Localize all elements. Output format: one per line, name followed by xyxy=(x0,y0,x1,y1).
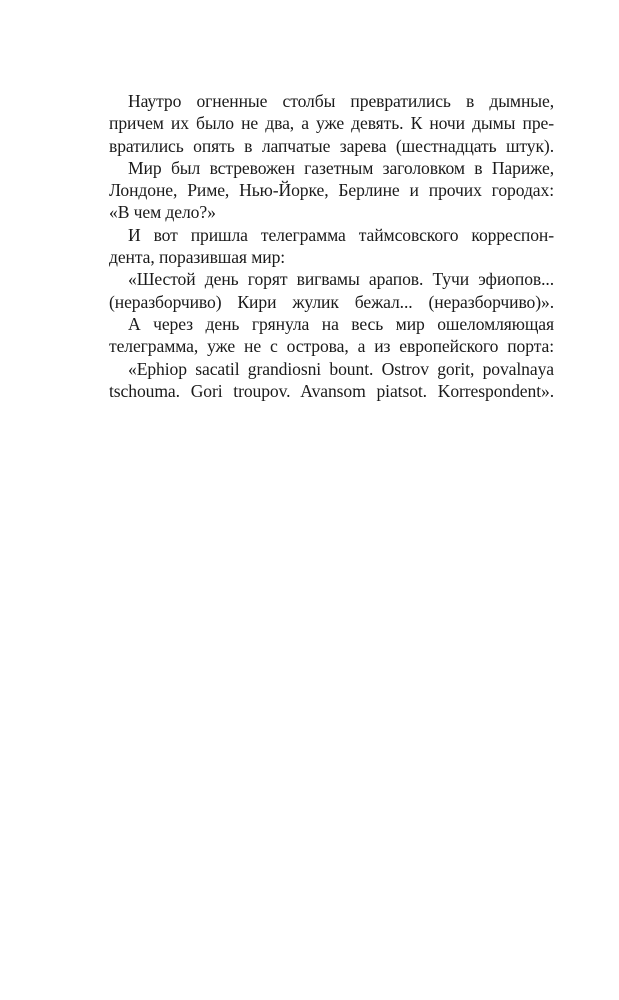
text-line: «В чем дело?» xyxy=(109,202,216,223)
text-line: «Ephiop sacatil grandiosni bount. Ostrov gorit, povalnaya xyxy=(128,358,554,379)
text-line: причем их было не два, а уже девять. К ночи дымы пре- xyxy=(109,113,554,134)
text-line: Наутро огненные столбы превратились в дымные, xyxy=(128,91,554,111)
text-line: телеграмма, уже не с острова, а из европейского порта: xyxy=(109,336,554,357)
text-line: дента, поразившая мир: xyxy=(109,247,286,268)
text-line: И вот пришла телеграмма таймсовского корреспон- xyxy=(128,224,554,245)
text-line: Мир был встревожен газетным заголовком в Париже, xyxy=(128,157,554,178)
text-line: (неразборчиво) Кири жулик бежал... (неразборчиво)». xyxy=(109,291,554,312)
text-line: «Шестой день горят вигвамы арапов. Тучи эфиопов... xyxy=(128,269,554,290)
text-line: Лондоне, Риме, Нью-Йорке, Берлине и прочих городах: xyxy=(109,180,554,201)
text-line: tschouma. Gori troupov. Avansom piatsot. Korrespondent». xyxy=(109,380,554,401)
text-line: вратились опять в лапчатые зарева (шестнадцать штук). xyxy=(109,135,554,156)
text-line: А через день грянула на весь мир ошеломляющая xyxy=(128,313,554,334)
page-text-block xyxy=(109,90,554,402)
